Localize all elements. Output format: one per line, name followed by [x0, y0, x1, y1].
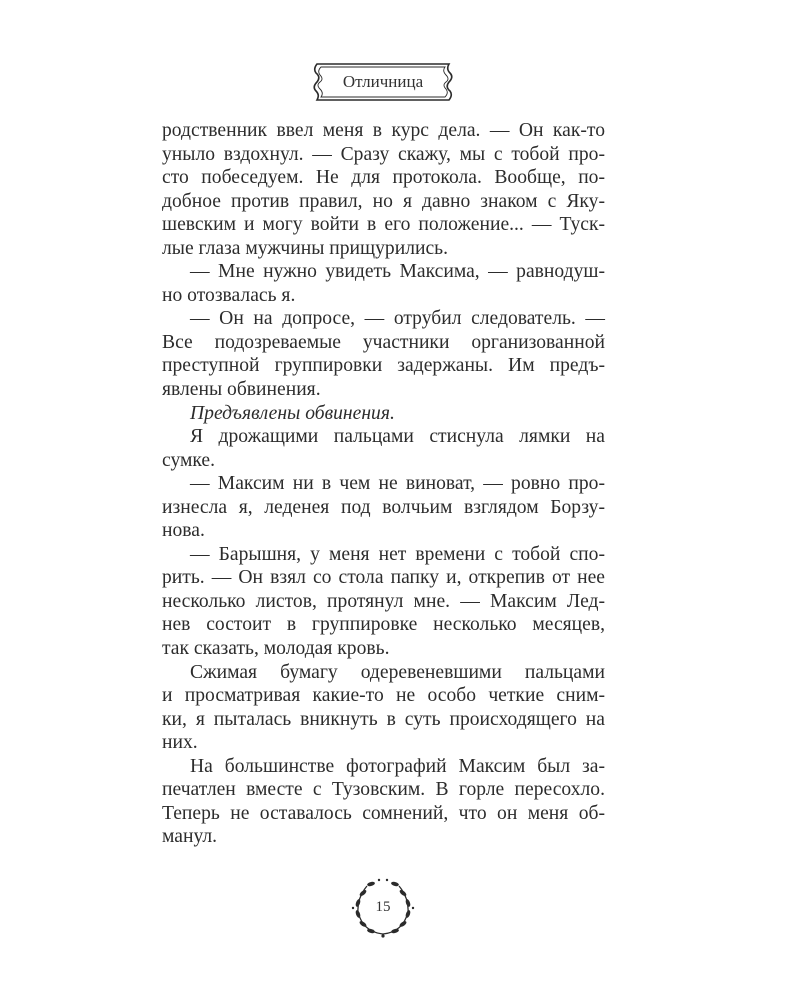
- text-line: печатлен вместе с Тузовским. В горле пересохло.: [162, 779, 605, 801]
- text-line: Все подозреваемые участники организованной: [162, 331, 605, 353]
- text-line: добное против правил, но я давно знаком с Яку-: [162, 190, 605, 212]
- text-line: Я дрожащими пальцами стиснула лямки на: [190, 426, 605, 448]
- text-line: них.: [162, 732, 198, 754]
- text-line: — Барышня, у меня нет времени с тобой спо-: [190, 543, 605, 565]
- text-line: так сказать, молодая кровь.: [162, 638, 390, 660]
- text-line: Сжимая бумагу одеревеневшими пальцами: [190, 661, 605, 683]
- text-line: нев состоит в группировке несколько месяцев,: [162, 614, 605, 636]
- text-line: — Он на допросе, — отрубил следователь. —: [190, 308, 605, 330]
- text-line: и просматривая какие-то не особо четкие сним-: [162, 685, 605, 707]
- text-line: но отозвалась я.: [162, 284, 296, 306]
- text-line: манул.: [162, 826, 218, 848]
- text-line: нова.: [162, 520, 205, 542]
- text-line: изнесла я, леденея под волчьим взглядом Борзу-: [162, 496, 605, 518]
- page-number-wreath: [349, 874, 417, 942]
- text-line: шевским и могу войти в его положение... — Туск-: [162, 214, 605, 236]
- text-line: рить. — Он взял со стола папку и, открепив от нее: [162, 567, 605, 589]
- text-line: лые глаза мужчины прищурились.: [162, 237, 448, 259]
- text-line-italic: Предъявлены обвинения.: [190, 402, 395, 424]
- text-line: родственник ввел меня в курс дела. — Он как-то: [162, 120, 605, 141]
- text-line: На большинстве фотографий Максим был за-: [190, 755, 605, 777]
- text-line: несколько листов, протянул мне. — Максим Лед-: [162, 590, 605, 612]
- text-line: сумке.: [162, 449, 216, 471]
- text-line: ки, я пыталась вникнуть в суть происходящего на: [162, 708, 605, 730]
- text-line: — Максим ни в чем не виноват, — ровно про-: [190, 473, 605, 495]
- book-title: Отличница: [342, 72, 424, 91]
- text-line: сто побеседуем. Не для протокола. Вообще, по-: [162, 167, 605, 189]
- text-line: преступной группировки задержаны. Им предъ-: [162, 355, 605, 377]
- running-header: [309, 63, 457, 101]
- page-number: 15: [375, 899, 391, 915]
- text-line: явлены обвинения.: [162, 379, 321, 401]
- text-line: уныло вздохнул. — Сразу скажу, мы с тобой про-: [162, 143, 605, 165]
- text-line: — Мне нужно увидеть Максима, — равнодуш-: [190, 261, 605, 283]
- text-line: Теперь не оставалось сомнений, что он меня об-: [162, 802, 605, 824]
- page-body: [162, 119, 605, 849]
